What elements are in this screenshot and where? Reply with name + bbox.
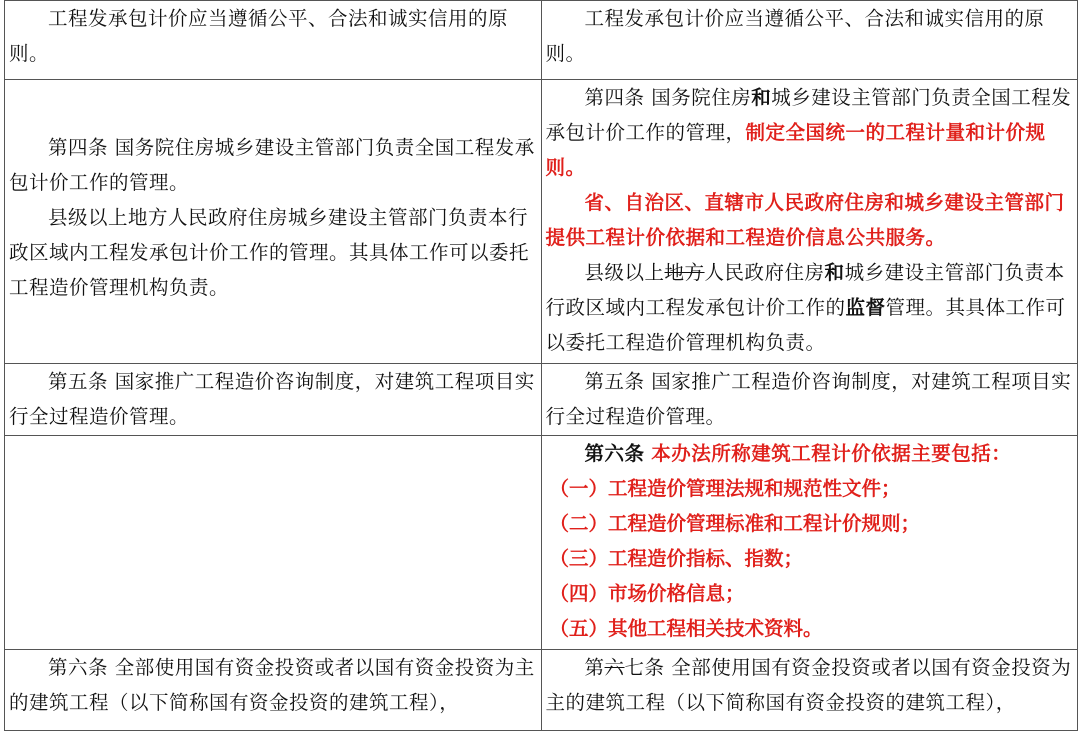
text-segment: 城乡建设主管部门负责本行政区域内工程发承包计价工作的 bbox=[545, 261, 1065, 319]
comparison-table bbox=[4, 0, 1078, 731]
text-segment: 第 bbox=[584, 656, 605, 679]
list-item: （四）市场价格信息； bbox=[549, 582, 745, 605]
county-paragraph-old: 县级以上地方人民政府住房城乡建设主管部门负责本行政区域内工程发承包计价工作的管理。其具体工作可以委托工程造价管理机构负责。 bbox=[9, 206, 530, 299]
article-4-new bbox=[546, 80, 1074, 185]
paragraph: 工程发承包计价应当遵循公平、合法和诚实信用的原则。 bbox=[545, 7, 1045, 65]
text-segment: 管理。其具体工作可以委托工程造价管理机构负责。 bbox=[545, 296, 1066, 354]
right-cell bbox=[541, 364, 1078, 436]
article-7-new bbox=[546, 650, 1074, 720]
inserted-text: 监督 bbox=[845, 296, 886, 319]
list-item: （五）其他工程相关技术资料。 bbox=[549, 617, 823, 640]
left-cell bbox=[5, 80, 542, 364]
article-6-old: 第六条 全部使用国有资金投资或者以国有资金投资为主的建筑工程（以下简称国有资金投资的建筑工程）， bbox=[9, 656, 535, 714]
right-cell bbox=[541, 436, 1078, 650]
left-cell bbox=[5, 1, 542, 80]
table-row bbox=[5, 650, 1078, 731]
inserted-text: 和 bbox=[751, 86, 772, 109]
paragraph: 工程发承包计价应当遵循公平、合法和诚实信用的原则。 bbox=[9, 7, 509, 65]
text-segment: 第四条 国务院住房 bbox=[584, 86, 752, 109]
inserted-text: 和 bbox=[824, 261, 845, 284]
left-cell bbox=[5, 650, 542, 731]
table-row bbox=[5, 1, 1078, 80]
left-cell bbox=[5, 364, 542, 436]
text-segment: 七条 全部使用国有资金投资或者以国有资金投资为主的建筑工程（以下简称国有资金投资的建筑工程）， bbox=[545, 656, 1072, 714]
county-paragraph-new bbox=[546, 255, 1074, 360]
article-number: 第六条 bbox=[584, 442, 645, 465]
list-item: （三）工程造价指标、指数； bbox=[549, 547, 804, 570]
table-row bbox=[5, 80, 1078, 364]
left-cell-empty bbox=[5, 436, 542, 650]
text-segment: 城乡建设主管部门负责全国工程发承包计价工作的管理， bbox=[545, 86, 1072, 144]
left-content bbox=[9, 80, 537, 305]
article-5-old: 第五条 国家推广工程造价咨询制度，对建筑工程项目实行全过程造价管理。 bbox=[9, 370, 535, 428]
list-item: （一）工程造价管理法规和规范性文件； bbox=[549, 477, 901, 500]
added-text: 本办法所称建筑工程计价依据主要包括： bbox=[651, 442, 1012, 465]
article-6-new-head bbox=[546, 436, 1074, 471]
article-4-old: 第四条 国务院住房城乡建设主管部门负责全国工程发承包计价工作的管理。 bbox=[9, 136, 535, 194]
list-item: （二）工程造价管理标准和工程计价规则； bbox=[549, 512, 921, 535]
deleted-text: 地方 bbox=[664, 261, 705, 284]
deleted-text: 六 bbox=[604, 656, 625, 679]
text-segment: 人民政府住房 bbox=[704, 261, 825, 284]
article-5-new: 第五条 国家推广工程造价咨询制度，对建筑工程项目实行全过程造价管理。 bbox=[545, 370, 1072, 428]
table-row bbox=[5, 436, 1078, 650]
right-cell bbox=[541, 80, 1078, 364]
right-cell bbox=[541, 1, 1078, 80]
right-cell bbox=[541, 650, 1078, 731]
provincial-paragraph bbox=[546, 185, 1074, 255]
added-text: 制定全国统一的工程计量和计价规则。 bbox=[545, 121, 1046, 179]
table-row bbox=[5, 364, 1078, 436]
text-segment: 县级以上 bbox=[584, 261, 665, 284]
added-text: 省、自治区、直辖市人民政府住房和城乡建设主管部门提供工程计价依据和工程造价信息公共服务。 bbox=[545, 191, 1065, 249]
